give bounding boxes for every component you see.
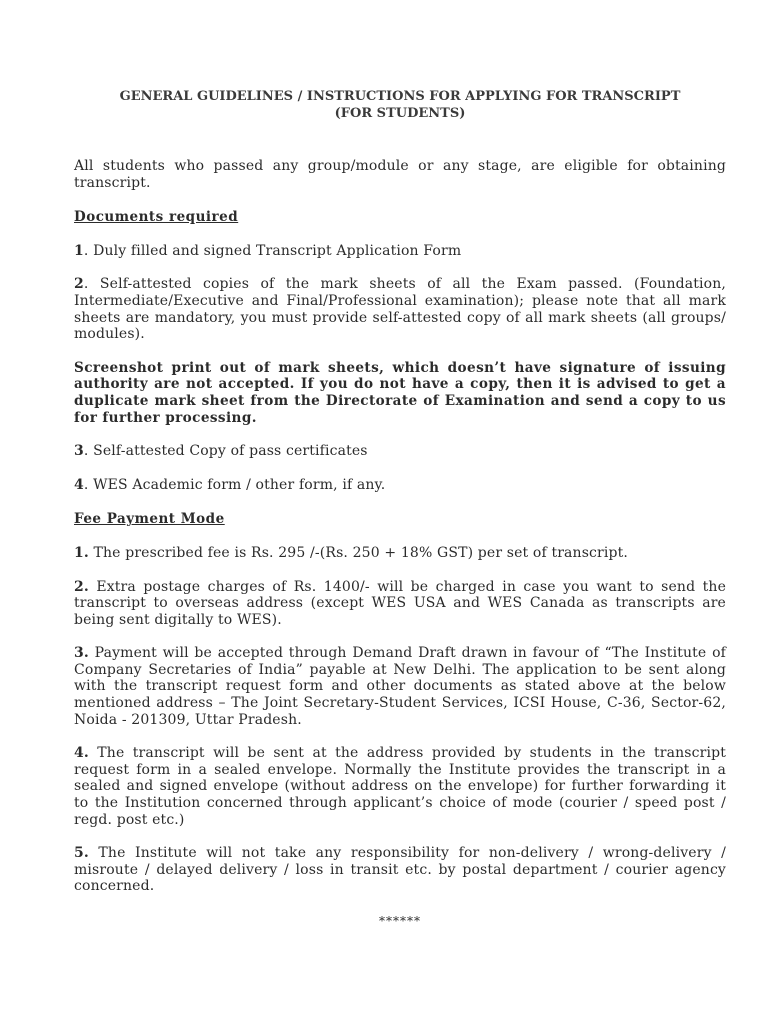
item-number: 2: [74, 276, 84, 293]
item-number: 5.: [74, 845, 89, 862]
item-number: 3.: [74, 645, 89, 662]
warning-paragraph: Screenshot print out of mark sheets, which doesn’t have signature of issuing authority are not accepted. If you do not have a copy, then it is advised to get a duplicate mark sheet from the Directorate of Examination and send a copy to us for further processing.: [74, 359, 726, 426]
item-text: Payment will be accepted through Demand Draft drawn in favour of “The Institute of Company Secretaries of India” payable at New Delhi. The application to be sent along with the transcript request form and other documents as stated above at the below mentioned address – The Joint Secretary-Student Services, ICSI House, C-36, Sector-62, Noida - 201309, Uttar Pradesh.: [74, 645, 726, 728]
intro-paragraph: All students who passed any group/module or any stage, are eligible for obtaining transcript.: [74, 158, 726, 191]
item-number: 1.: [74, 544, 89, 561]
title-line-2: (FOR STUDENTS): [334, 106, 466, 121]
item-number: 2.: [74, 578, 89, 595]
item-number: 4: [74, 476, 84, 493]
document-item-1: [74, 243, 726, 260]
item-text: The Institute will not take any responsibility for non-delivery / wrong-delivery / misroute / delayed delivery / loss in transit etc. by postal department / courier agency concerned.: [74, 845, 726, 895]
item-text: The prescribed fee is Rs. 295 /-(Rs. 250 + 18% GST) per set of transcript.: [88, 544, 629, 561]
document-page: [74, 88, 726, 930]
item-number: 4.: [74, 745, 89, 762]
fee-heading: Fee Payment Mode: [74, 511, 225, 528]
fee-item-1: [74, 545, 726, 562]
documents-heading: Documents required: [74, 209, 239, 226]
fee-item-5: [74, 845, 726, 895]
title-line-1: GENERAL GUIDELINES / INSTRUCTIONS FOR APPLYING FOR TRANSCRIPT: [119, 89, 681, 104]
document-title: [74, 88, 726, 122]
item-number: 3: [74, 443, 84, 460]
item-text: . WES Academic form / other form, if any.: [83, 476, 386, 493]
document-item-2: [74, 276, 726, 342]
item-text: . Duly filled and signed Transcript Application Form: [83, 242, 462, 259]
item-text: . Self-attested Copy of pass certificates: [83, 443, 368, 460]
item-number: 1: [74, 242, 84, 259]
fee-item-3: [74, 645, 726, 728]
fee-item-4: [74, 745, 726, 828]
fee-item-2: [74, 579, 726, 629]
document-item-3: [74, 443, 726, 460]
item-text: The transcript will be sent at the address provided by students in the transcript request form in a sealed envelope. Normally the Institute provides the transcript in a sealed and signed envelope (without address on the envelope) for further forwarding it to the Institution concerned through applicant’s choice of mode (courier / speed post / regd. post etc.): [74, 745, 726, 828]
item-text: Extra postage charges of Rs. 1400/- will be charged in case you want to send the transcript to overseas address (except WES USA and WES Canada as transcripts are being sent digitally to WES).: [74, 578, 726, 628]
item-text: . Self-attested copies of the mark sheets of all the Exam passed. (Foundation, Intermediate/Executive and Final/Professional examination); please note that all mark sheets are mandatory, you must provide self-attested copy of all mark sheets (all groups/ modules).: [74, 276, 726, 343]
document-item-4: [74, 477, 726, 494]
end-mark: ******: [379, 914, 421, 928]
